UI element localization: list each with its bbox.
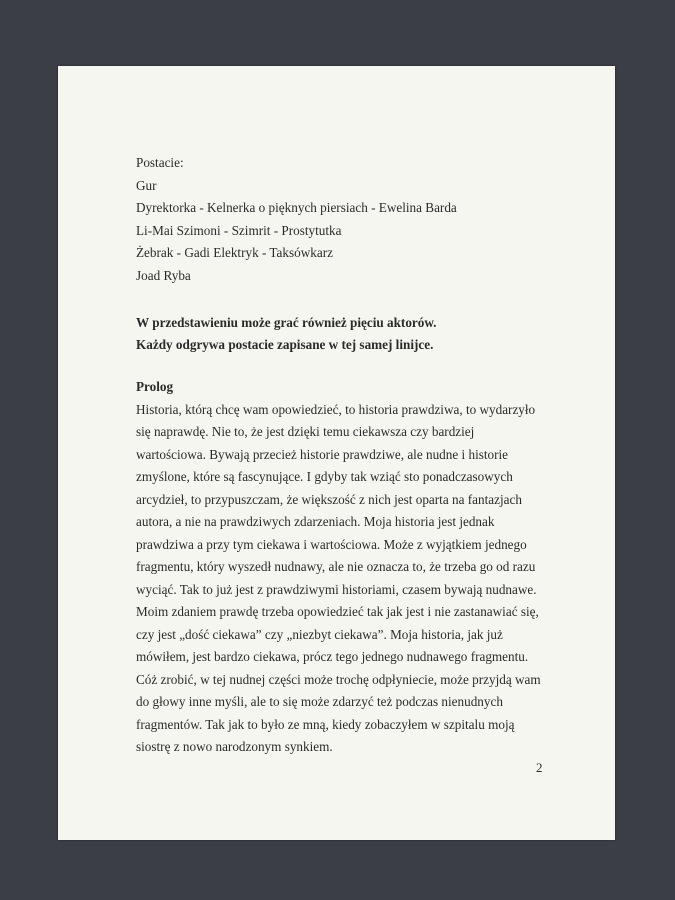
prolog-heading: Prolog	[136, 379, 174, 394]
prolog-paragraph: Historia, którą chcę wam opowiedzieć, to historia prawdziwa, to wydarzyło się naprawdę. Nie to, że jest dzięki temu ciekawsza czy bardziej wartościowa. Bywają przecież historie prawdziwe, ale nudne i historie zmyślone, które są fascynujące. I gdyby tak wziąć sto ponadczasowych arcydzieł, to przypuszczam, że większość z nich jest oparta na fantazjach autora, a nie na prawdziwych zdarzeniach. Moja historia jest jednak prawdziwa a przy tym ciekawa i wartościowa. Może z wyjątkiem jednego fragmentu, który wyszedł nudnawy, ale nie oznacza to, że trzeba go od razu wyciąć. Tak to już jest z prawdziwymi historiami, czasem bywają nudnawe. Moim zdaniem prawdę trzeba opowiedzieć tak jak jest i nie zastanawiać się, czy jest „dość ciekawa” czy „niezbyt ciekawa”. Moja historia, jak już mówiłem, jest bardzo ciekawa, prócz tego jednego nudnawego fragmentu. Cóż zrobić, w tej nudnej części może trochę odpłyniecie, może przyjdą wam do głowy inne myśli, ale to się może zdarzyć też podczas nienudnych fragmentów. Tak jak to było ze mną, kiedy zobaczyłem w szpitalu moją siostrę z nowo narodzonym synkiem.	[136, 401, 541, 754]
cast-line-5: Joad Ryba	[136, 267, 191, 283]
cast-line-3: Li-Mai Szimoni - Szimrit - Prostytutka	[136, 222, 342, 238]
cast-line-2: Dyrektorka - Kelnerka o pięknych piersiach - Ewelina Barda	[136, 200, 457, 215]
cast-line-4: Żebrak - Gadi Elektryk - Taksówkarz	[136, 245, 333, 260]
cast-heading: Postacie:	[136, 155, 184, 170]
page-number: 2	[536, 760, 543, 775]
casting-note: W przedstawieniu może grać również pięciu aktorów. Każdy odgrywa postacie zapisane w tej samej linijce.	[136, 315, 437, 352]
cast-line-1: Gur	[136, 177, 157, 193]
page-text	[136, 152, 556, 759]
document-page	[58, 66, 615, 840]
